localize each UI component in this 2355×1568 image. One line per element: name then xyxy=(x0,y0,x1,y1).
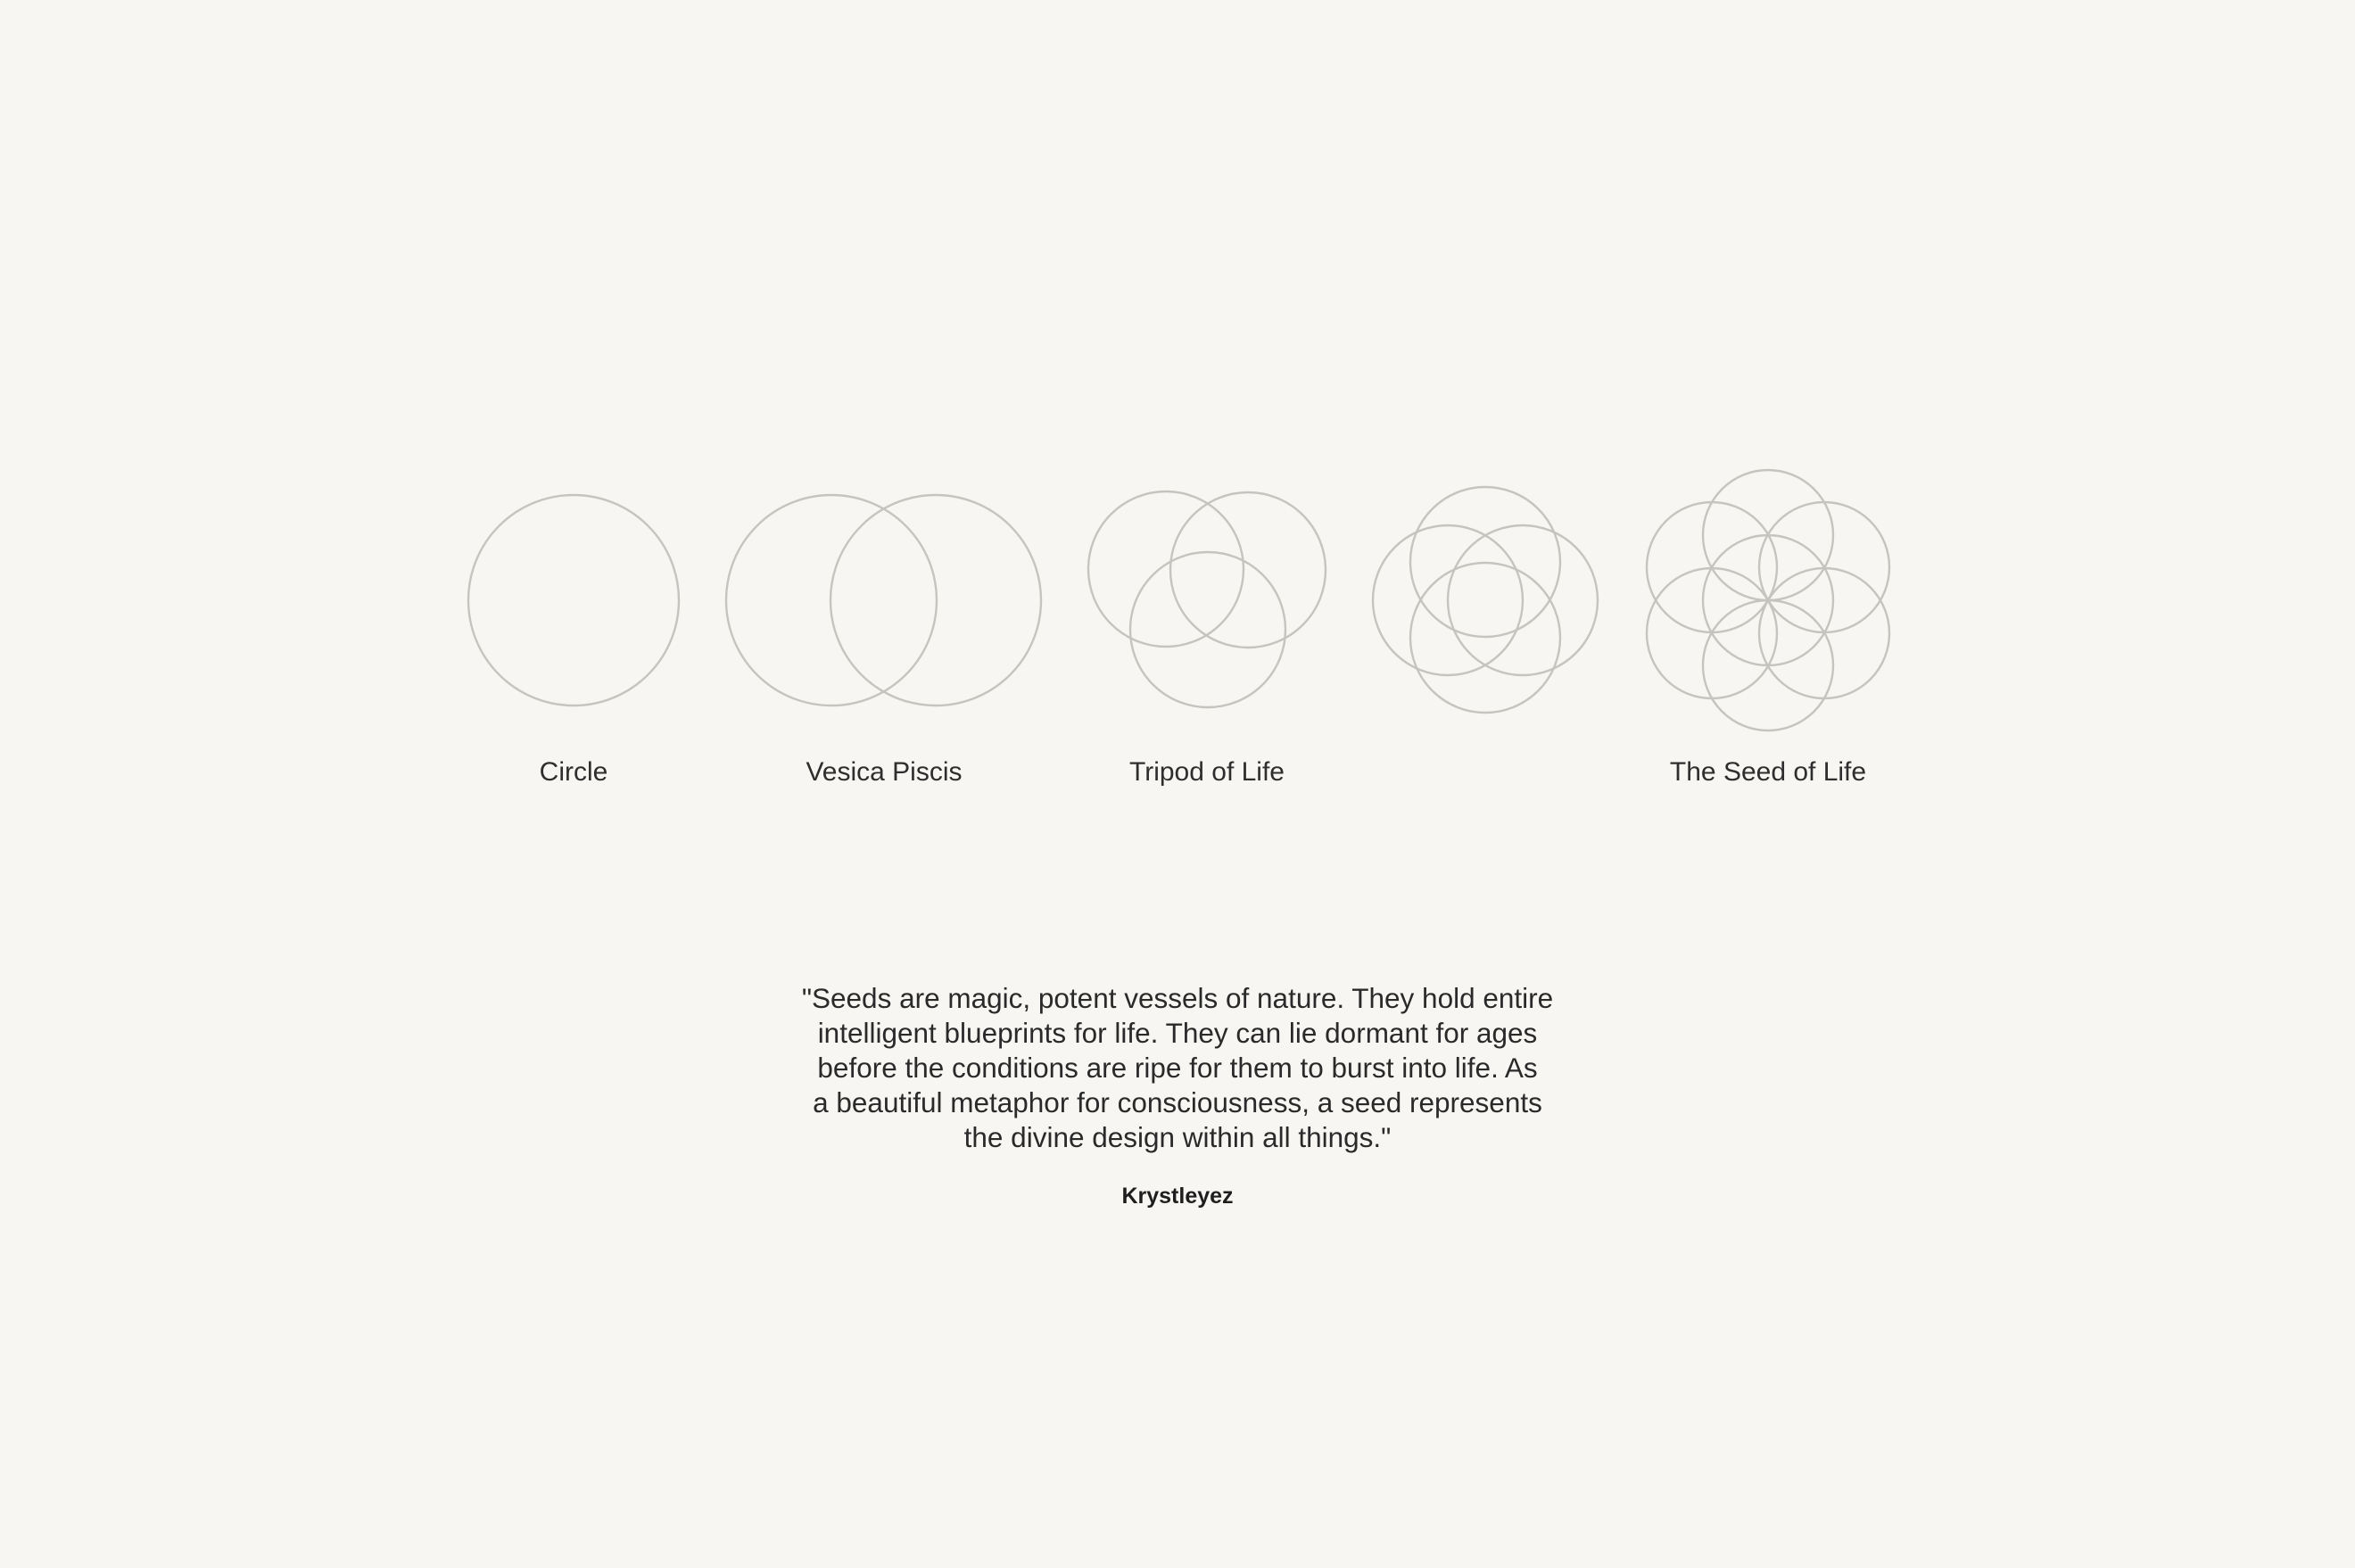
figure-label-circle: Circle xyxy=(539,757,608,787)
quote-block xyxy=(785,981,1570,1209)
figure-circle xyxy=(468,495,679,787)
figure-seed-of-life xyxy=(1647,470,1889,787)
figure-vesica-piscis xyxy=(726,495,1041,787)
tripod-circle-top-left xyxy=(1088,491,1244,647)
quote-line: intelligent blueprints for life. They can lie dormant for ages xyxy=(817,1017,1538,1049)
quote-line: a beautiful metaphor for consciousness, a seed represents xyxy=(813,1086,1542,1118)
circle-shape xyxy=(468,495,679,706)
figure-label-seed-of-life: The Seed of Life xyxy=(1669,757,1867,787)
quote-line: the divine design within all things." xyxy=(963,1121,1392,1153)
quote-line: before the conditions are ripe for them to burst into life. As xyxy=(817,1052,1538,1084)
figure-four-circles xyxy=(1373,487,1598,713)
quote-author: Krystleyez xyxy=(1121,1184,1234,1209)
tripod-circle-bottom xyxy=(1130,552,1285,707)
quote-line: "Seeds are magic, potent vessels of nature. They hold entire xyxy=(801,982,1554,1014)
figure-tripod-of-life xyxy=(1088,491,1326,787)
figure-label-tripod-of-life: Tripod of Life xyxy=(1129,757,1285,787)
figure-label-vesica-piscis: Vesica Piscis xyxy=(806,757,963,787)
quote-text xyxy=(785,981,1570,1155)
tripod-circle-top-right xyxy=(1170,492,1326,648)
